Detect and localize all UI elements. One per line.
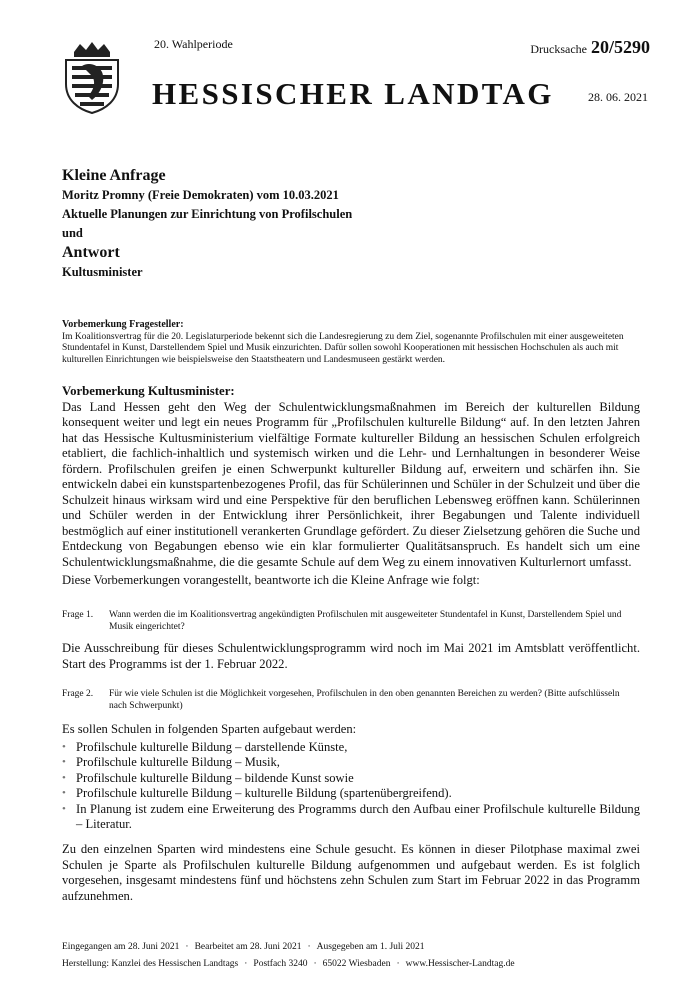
frage-1-answer: Die Ausschreibung für dieses Schulentwicklungsprogramm wird noch im Mai 2021 im Amtsblatt veröffentlicht. Start des Programms ist der 1. Februar 2022. [62, 641, 640, 671]
vorbemerkung-minister-text: Das Land Hessen geht den Weg der Schulentwicklungsmaßnahmen im Bereich der kulturellen Bildung konsequent weiter und legt ein neues Programm für „Profilschulen kulturelle Bildung“ auf. In den letzten Jahren hat das Hessische Kultusministerium vielfältige Formate kultureller Bildung an hessischen Schulen erfolgreich etabliert, die fachlich-inhaltlich und systemisch wirken und die Lehr- und Lernhaltungen in besonderer Weise fördern. Profilschulen greifen je einen Schwerpunkt kultureller Bildung auf, erweitern und schärfen ihn. Sie entwickeln dabei ein kunstspartenbezogenes Profil, das für Schülerinnen und Schüler in der Schulzeit und über die Schulzeit hinaus wirksam wird und eine Perspektive für den beruflichen Lebensweg eröffnen kann. Schülerinnen und Schüler werden in der Entwicklung ihrer Persönlichkeit, ihrer Begabungen und Talente individuell bestmöglich auf einer institutionell verankerten Grundlage gefördert. Zu dieser Zielsetzung gehören die Suche und Entdeckung von Begabungen ebenso wie ein klar formulierter Qualitätsanspruch. Es handelt sich um eine Schulentwicklungsmaßnahme, die die gesamte Schule auf dem Weg zu einem innovativen Kulturlernort umfasst. [62, 399, 640, 569]
ort: 65022 Wiesbaden [322, 959, 391, 969]
list-item: • Profilschule kulturelle Bildung – darstellende Künste, [62, 739, 348, 754]
eingegangen: Eingegangen am 28. Juni 2021 [62, 942, 180, 952]
anfrage-author: Moritz Promny (Freie Demokraten) vom 10.03.2021 [62, 188, 339, 202]
vorbemerkung-fragesteller-title: Vorbemerkung Fragesteller: [62, 319, 184, 330]
list-item: • In Planung ist zudem eine Erweiterung des Programms durch den Aufbau einer Profilschule kulturelle Bildung – Literatur. [62, 801, 640, 831]
footer [62, 939, 642, 973]
title-block [62, 166, 662, 282]
bullet-icon: • [62, 771, 66, 784]
list-item: • Profilschule kulturelle Bildung – kulturelle Bildung (spartenübergreifend). [62, 786, 452, 800]
frage-2-answer [62, 722, 640, 833]
wahlperiode: 20. Wahlperiode [154, 37, 233, 51]
ausgegeben: Ausgegeben am 1. Juli 2021 [316, 942, 425, 952]
und-label: und [62, 226, 83, 240]
vorbemerkung-minister [62, 384, 640, 570]
vorbemerkung-minister-title: Vorbemerkung Kultusminister: [62, 384, 235, 398]
landtag-title: HESSISCHER LANDTAG [152, 76, 554, 111]
frage-2-answer-intro: Es sollen Schulen in folgenden Sparten aufgebaut werden: [62, 722, 357, 736]
separator: · [396, 959, 400, 969]
frage-2-text: Für wie viele Schulen ist die Möglichkeit vorgesehen, Profilschulen in den oben genannten Bereichen zu werden? (Bitte aufschlüsseln nach Schwerpunkt) [109, 689, 620, 711]
frage-1 [62, 609, 638, 633]
frage-1-label: Frage 1. [62, 610, 94, 620]
bullet-icon: • [62, 740, 66, 753]
drucksache-number: 20/5290 [590, 37, 650, 57]
footer-line-2 [62, 956, 642, 973]
drucksache-label: Drucksache [530, 42, 587, 56]
anfrage-type: Kleine Anfrage [62, 167, 166, 184]
sparten-list [62, 740, 640, 833]
separator: · [185, 942, 189, 952]
herstellung: Herstellung: Kanzlei des Hessischen Landtags [62, 959, 239, 969]
separator: · [313, 959, 317, 969]
frage-2 [62, 688, 638, 712]
list-item: • Profilschule kulturelle Bildung – Musik, [62, 755, 280, 769]
anfrage-subject: Aktuelle Planungen zur Einrichtung von Profilschulen [62, 207, 353, 221]
vorbemerkung-fragesteller-text: Im Koalitionsvertrag für die 20. Legislaturperiode bekennt sich die Landesregierung zu dem Ziel, sogenannte Profilschulen mit einer ausgeweiteten Stundentafel in Kunst, Darstellendem Spiel und Musik einzurichten. Dafür sollen sowohl Kooperationen mit hessischen Hochschulen als auch mit kulturellen Einrichtungen wie beispielsweise den Staatstheatern und Landesmuseen gestärkt werden. [62, 331, 624, 365]
list-item: • Profilschule kulturelle Bildung – bildende Kunst sowie [62, 770, 354, 785]
vorbemerkung-fragesteller [62, 319, 638, 366]
document-date: 28. 06. 2021 [588, 90, 648, 104]
ministry: Kultusminister [62, 265, 143, 279]
frage-1-text: Wann werden die im Koalitionsvertrag angekündigten Profilschulen mit ausgeweiteter Stundentafel in Kunst, Darstellendem Spiel und Musik eingerichtet? [109, 610, 622, 632]
intro-text: Diese Vorbemerkungen vorangestellt, beantworte ich die Kleine Anfrage wie folgt: [62, 573, 480, 587]
frage-2-answer-end: Zu den einzelnen Sparten wird mindestens eine Schule gesucht. Es können in dieser Pilotphase maximal zwei Schulen je Sparte als Profilschulen kulturelle Bildung aufgenommen und aufgebaut werden. Es ist folglich vorgesehen, insgesamt mindestens fünf und höchstens zehn Schulen zum Start im Februar 2022 in das Programm aufzunehmen. [62, 842, 640, 903]
hessen-coat-of-arms-logo [62, 40, 122, 114]
website-link[interactable]: www.Hessischer-Landtag.de [405, 959, 515, 969]
footer-line-1 [62, 939, 642, 956]
separator: · [307, 942, 311, 952]
bullet-icon: • [62, 802, 66, 815]
separator: · [244, 959, 248, 969]
drucksache [530, 37, 650, 58]
bearbeitet: Bearbeitet am 28. Juni 2021 [194, 942, 302, 952]
bullet-icon: • [62, 756, 66, 768]
frage-2-label: Frage 2. [62, 689, 94, 699]
antwort-label: Antwort [62, 244, 120, 261]
bullet-icon: • [62, 787, 66, 799]
postfach: Postfach 3240 [253, 959, 308, 969]
